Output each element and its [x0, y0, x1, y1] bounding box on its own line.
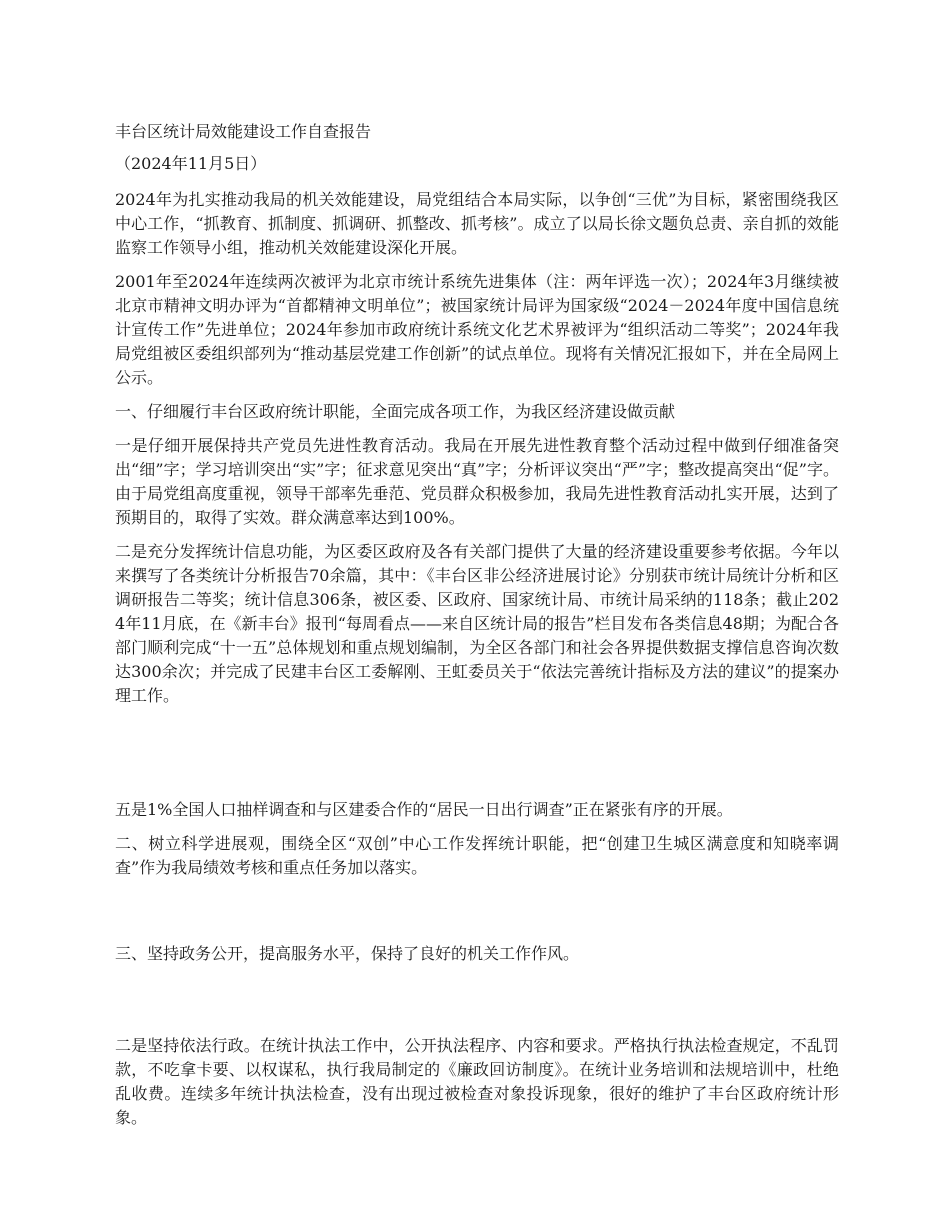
document-page	[115, 120, 839, 1140]
paragraph-honors: 2001年至2024年连续两次被评为北京市统计系统先进集体（注：两年评选一次）；2024年3月继续被北京市精神文明办评为“首都精神文明单位”；被国家统计局评为国家级“2024－2024年度中国信息统计宣传工作”先进单位；2024年参加市政府统计系统文化艺术界被评为“组织活动二等奖”；2024年我局党组被区委组织部列为“推动基层党建工作创新”的试点单位。现将有关情况汇报如下，并在全局网上公示。	[115, 272, 839, 387]
section-heading-two: 二、树立科学进展观，围绕全区“双创”中心工作发挥统计职能，把“创建卫生城区满意度和知晓率调查”作为我局绩效考核和重点任务加以落实。	[115, 834, 839, 877]
blank-space	[115, 718, 839, 798]
document-title: 丰台区统计局效能建设工作自查报告	[115, 122, 372, 141]
blank-space	[115, 890, 839, 942]
blank-space	[115, 976, 839, 1034]
paragraph-census-survey: 五是1%全国人口抽样调查和与区建委合作的“居民一日出行调查”正在紧张有序的开展。	[115, 800, 733, 819]
paragraph-statistics-info: 二是充分发挥统计信息功能，为区委区政府及各有关部门提供了大量的经济建设重要参考依据。今年以来撰写了各类统计分析报告70余篇，其中：《丰台区非公经济进展讨论》分别获市统计局统计分析和区调研报告二等奖；统计信息306条，被区委、区政府、国家统计局、市统计局采纳的118条；截止2024年11月底，在《新丰台》报刊“每周看点——来自区统计局的报告”栏目发布各类信息48期；为配合各部门顺利完成“十一五”总体规划和重点规划编制，为全区各部门和社会各界提供数据支撑信息咨询次数达300余次；并完成了民建丰台区工委解刚、王虹委员关于“依法完善统计指标及方法的建议”的提案办理工作。	[115, 542, 839, 705]
paragraph-intro: 2024年为扎实推动我局的机关效能建设，局党组结合本局实际，以争创“三优”为目标，紧密围绕我区中心工作，“抓教育、抓制度、抓调研、抓整改、抓考核”。成立了以局长徐文题负总责、亲自抓的效能监察工作领导小组，推动机关效能建设深化开展。	[115, 190, 839, 257]
paragraph-education-activity: 一是仔细开展保持共产党员先进性教育活动。我局在开展先进性教育整个活动过程中做到仔细准备突出“细”字；学习培训突出“实”字；征求意见突出“真”字；分析评议突出“严”字；整改提高突出“促”字。由于局党组高度重视，领导干部率先垂范、党员群众积极参加，我局先进性教育活动扎实开展，达到了预期目的，取得了实效。群众满意率达到100%。	[115, 436, 839, 527]
section-heading-one: 一、仔细履行丰台区政府统计职能，全面完成各项工作，为我区经济建设做贡献	[115, 402, 676, 421]
document-date: （2024年11月5日）	[115, 154, 267, 173]
section-heading-three: 三、坚持政务公开，提高服务水平，保持了良好的机关工作作风。	[115, 944, 580, 963]
paragraph-law-enforcement: 二是坚持依法行政。在统计执法工作中，公开执法程序、内容和要求。严格执行执法检查规定，不乱罚款，不吃拿卡要、以权谋私，执行我局制定的《廉政回访制度》。在统计业务培训和法规培训中，杜绝乱收费。连续多年统计执法检查，没有出现过被检查对象投诉现象，很好的维护了丰台区政府统计形象。	[115, 1036, 839, 1127]
